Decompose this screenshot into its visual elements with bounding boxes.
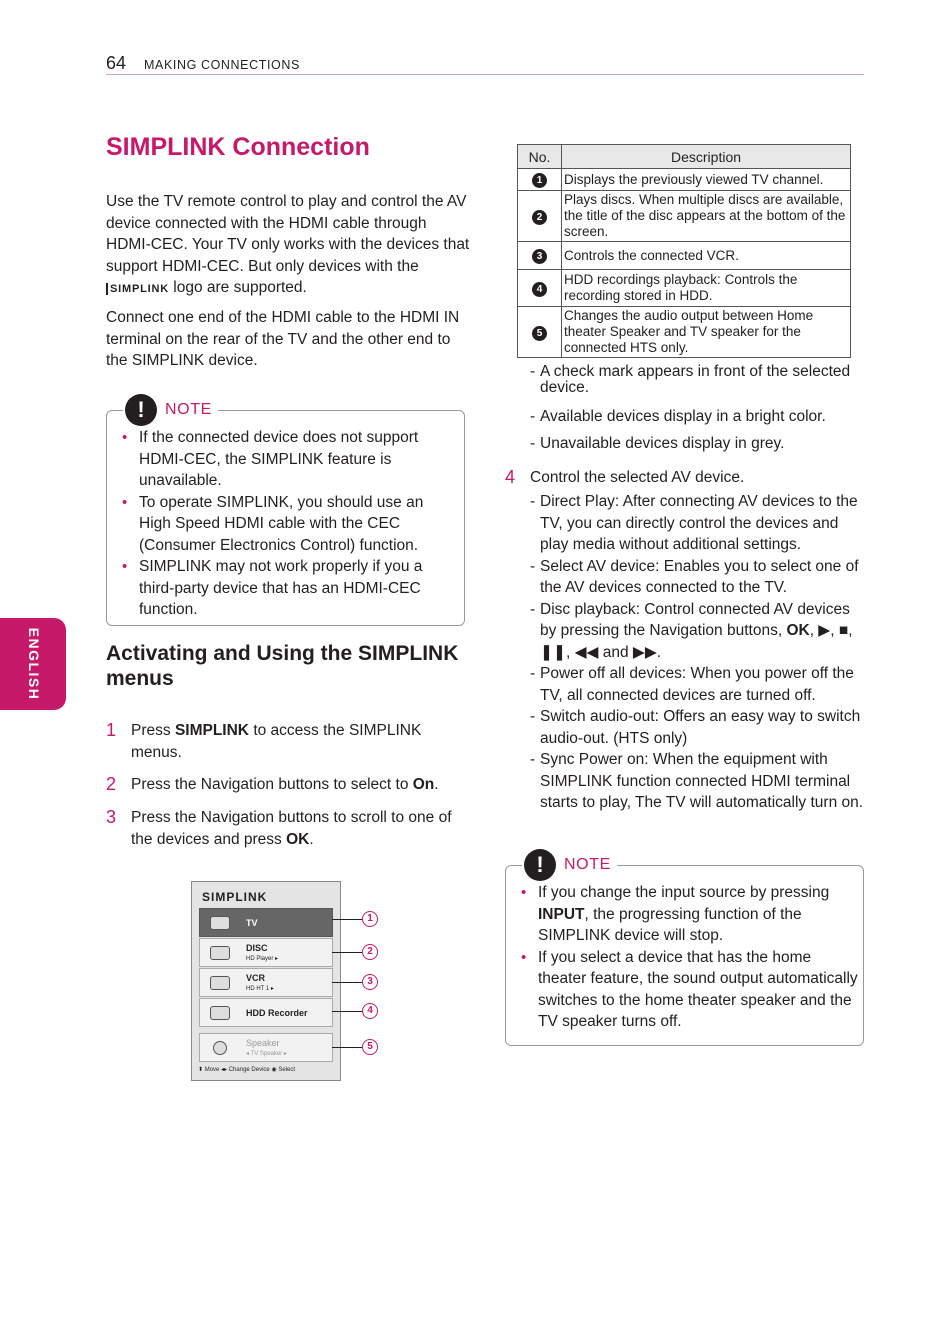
table-row: [518, 242, 851, 270]
list-text: , ▶, ■, ❚❚, ◀◀ and ▶▶.: [540, 622, 853, 661]
menu-item-name: DISC: [246, 943, 268, 953]
step-2: [106, 774, 466, 796]
av-control-functions: [530, 491, 866, 814]
section-subtitle: Activating and Using the SIMPLINK menus: [106, 642, 459, 690]
step-text: Control the selected AV device.: [530, 469, 745, 486]
menu-item-speaker: [199, 1033, 333, 1062]
note-title: NOTE: [165, 401, 212, 419]
note-heading: [123, 394, 218, 426]
callout-3: 3: [362, 974, 378, 990]
key-label: SIMPLINK: [174, 722, 249, 739]
note-title: NOTE: [564, 856, 611, 874]
menu-item-name: Speaker: [246, 1038, 280, 1048]
section-label: MAKING CONNECTIONS: [144, 58, 300, 72]
note-item: • If you select a device that has the home theater feature, the sound output automatically switches to the home theater speaker and the TV speaker turns off.: [518, 947, 858, 1033]
intro-text: Use the TV remote control to play and control the AV device connected with the HDMI cable through HDMI-CEC. Your TV only works with the devices that support HDMI-CEC. But only devices with the: [106, 193, 470, 275]
tv-icon: [210, 916, 230, 930]
page-number: 64: [106, 53, 127, 73]
intro-paragraph-1: [106, 191, 471, 299]
note-item: • If the connected device does not support HDMI-CEC, the SIMPLINK feature is unavailable.: [119, 427, 459, 492]
note-item: • SIMPLINK may not work properly if you a third-party device that has an HDMI-CEC function.: [119, 556, 459, 621]
menu-item-sub: HD HT 1 ▸: [246, 986, 274, 992]
note-box-1: [106, 397, 465, 626]
step-number: 1: [106, 720, 117, 740]
callout-2: 2: [362, 944, 378, 960]
exclamation-icon: !: [524, 849, 556, 881]
menu-item-hdd: [199, 998, 333, 1027]
list-text: Disc playback: Control connected AV devices by pressing the Navigation buttons,: [540, 600, 850, 639]
row-number: 3: [532, 249, 547, 264]
callout-4: 4: [362, 1003, 378, 1019]
list-item: - Direct Play: After connecting AV devices to the TV, you can directly control the devices and play media without additional settings.: [530, 491, 866, 556]
step-3: [106, 807, 471, 850]
note-text: , the progressing function of the SIMPLINK device will stop.: [538, 905, 802, 944]
callout-line: [332, 1011, 362, 1012]
menu-item-name: HDD Recorder: [246, 1008, 308, 1018]
row-description: Controls the connected VCR.: [562, 242, 851, 270]
row-description: Changes the audio output between Home theater Speaker and TV speaker for the connected HTS only.: [562, 307, 851, 358]
table-row: [518, 307, 851, 358]
row-number: 5: [532, 326, 547, 341]
menu-item-name: VCR: [246, 973, 266, 983]
step-number: 4: [505, 467, 516, 487]
step-text: to access the SIMPLINK menus.: [131, 722, 422, 761]
callout-1: 1: [362, 911, 378, 927]
table-row: [518, 270, 851, 307]
step-text: .: [309, 830, 314, 848]
disc-icon: [210, 946, 230, 960]
vcr-icon: [210, 976, 230, 990]
menu-item-disc: [199, 938, 333, 967]
key-label: OK: [286, 830, 310, 848]
step-text: .: [434, 776, 439, 793]
step-1: [106, 720, 466, 763]
menu-item-name: TV: [246, 918, 258, 928]
list-item: [530, 599, 866, 664]
list-item: - Switch audio-out: Offers an easy way to switch audio-out. (HTS only): [530, 706, 866, 749]
table-header-no: No.: [518, 145, 562, 169]
note-list: [119, 427, 459, 621]
key-label: INPUT: [538, 905, 585, 923]
list-item: - Unavailable devices display in grey.: [530, 433, 866, 455]
list-item: - Power off all devices: When you power off the TV, all connected devices are turned off.: [530, 663, 866, 706]
row-number: 2: [532, 210, 547, 225]
key-label: OK: [786, 622, 810, 639]
row-description: HDD recordings playback: Controls the recording stored in HDD.: [562, 270, 851, 307]
note-item: • To operate SIMPLINK, you should use an High Speed HDMI cable with the CEC (Consumer Electronics Control) function.: [119, 492, 459, 557]
menu-item-sub: ◂ TV Speaker ▸: [246, 1051, 287, 1057]
simplink-menu-illustration: [191, 881, 341, 1081]
list-item: - Select AV device: Enables you to select one of the AV devices connected to the TV.: [530, 556, 866, 599]
menu-item-vcr: [199, 968, 333, 997]
menu-footer: ⬍ Move ◂▸ Change Device ◉ Select: [198, 1067, 295, 1073]
step-number: 3: [106, 807, 117, 827]
exclamation-icon: !: [125, 394, 157, 426]
step-text: Press: [131, 722, 171, 739]
note-heading: [522, 849, 617, 881]
description-table: [517, 144, 851, 358]
hdd-icon: [210, 1006, 230, 1020]
table-row: [518, 169, 851, 191]
callout-line: [332, 919, 362, 920]
step-text: Press the Navigation buttons to scroll to one of the devices and press: [131, 809, 452, 848]
note-list: [518, 882, 858, 1033]
row-description: Displays the previously viewed TV channel.: [562, 169, 851, 191]
list-item: - A check mark appears in front of the selected device.: [530, 364, 866, 396]
table-header-description: Description: [562, 145, 851, 169]
menu-logo: SIMPLINK: [202, 890, 268, 904]
menu-item-tv: [199, 908, 333, 937]
callout-line: [332, 952, 362, 953]
step-text: Press the Navigation buttons to select to: [131, 776, 409, 793]
intro-paragraph-2: Connect one end of the HDMI cable to the HDMI IN terminal on the rear of the TV and the other end to the SIMPLINK device.: [106, 309, 460, 369]
page-title: SIMPLINK Connection: [106, 133, 370, 161]
list-item: - Sync Power on: When the equipment with SIMPLINK function connected HDMI terminal starts to play, The TV will automatically turn on.: [530, 749, 866, 814]
row-number: 1: [532, 173, 547, 188]
row-number: 4: [532, 282, 547, 297]
menu-item-sub: HD Player ▸: [246, 956, 279, 962]
callout-5: 5: [362, 1039, 378, 1055]
step-4: [505, 467, 865, 489]
intro-text-end: logo are supported.: [173, 279, 307, 296]
speaker-icon: [213, 1041, 227, 1055]
key-label: On: [412, 776, 435, 793]
language-tab-label: ENGLISH: [25, 627, 42, 701]
note-item: [518, 882, 858, 947]
list-item: - Available devices display in a bright color.: [530, 406, 866, 428]
row-description: Plays discs. When multiple discs are available, the title of the disc appears at the bottom of the screen.: [562, 191, 851, 242]
note-text: If you change the input source by pressing: [538, 884, 830, 901]
note-box-2: [505, 852, 864, 1046]
callout-line: [332, 1047, 362, 1048]
step-number: 2: [106, 774, 117, 794]
simplink-logo: SIMPLINK: [106, 283, 169, 295]
table-row: [518, 191, 851, 242]
language-tab: [0, 618, 66, 710]
device-display-notes: [530, 364, 866, 459]
callout-line: [332, 982, 362, 983]
header-rule: [106, 74, 864, 75]
